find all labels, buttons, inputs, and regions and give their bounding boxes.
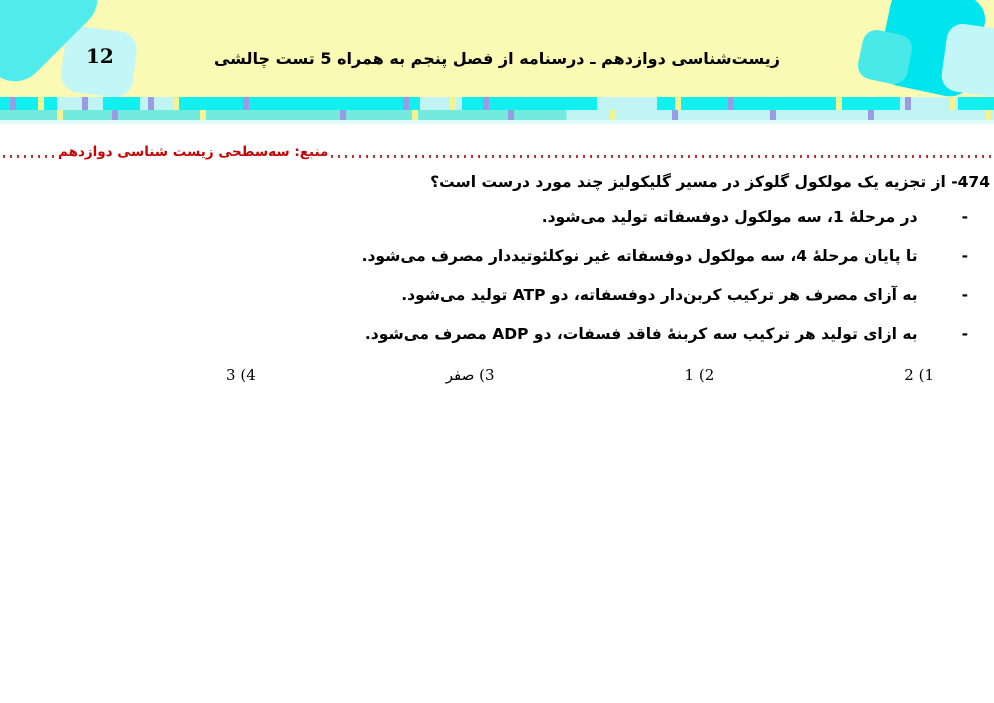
option-1: 1) 2 [904, 366, 934, 384]
statement-list [0, 207, 994, 345]
statement-text: تا پایان مرحلهٔ 4، سه مولکول دوفسفاته غیر نوکلئوتیددار مصرف می‌شود. [361, 247, 918, 265]
statement-item-3 [0, 285, 968, 306]
statement-text: به آزای مصرف هر ترکیب کربن‌دار دوفسفاته، دو ATP تولید می‌شود. [401, 286, 918, 304]
statement-item-4 [0, 324, 968, 345]
question-text: 474- از تجزیه یک مولکول گلوکز در مسیر گلیکولیز چند مورد درست است؟ [430, 173, 990, 191]
option-4: 4) 3 [226, 366, 256, 384]
page-header [0, 0, 994, 97]
bullet-dash: - [961, 325, 968, 343]
statement-item-1 [0, 207, 968, 228]
decor-band-row-top [0, 97, 994, 110]
header-title: زیست‌شناسی دوازدهم ـ درسنامه از فصل پنجم به همراه 5 تست چالشی [213, 49, 781, 68]
decor-band-row-bottom [0, 110, 994, 120]
statement-text: در مرحلهٔ 1، سه مولکول دوفسفاته تولید می‌شود. [541, 208, 918, 226]
statement-item-2 [0, 246, 968, 267]
page-content [0, 143, 994, 384]
bullet-dash: - [961, 247, 968, 265]
bullet-dash: - [961, 286, 968, 304]
dotted-leader-right [331, 155, 991, 158]
option-2: 2) 1 [684, 366, 715, 384]
page-number: 12 [86, 44, 114, 68]
bullet-dash: - [961, 208, 968, 226]
options-row [226, 366, 934, 384]
source-line [3, 143, 991, 161]
decor-mosaic-band [0, 97, 994, 124]
decor-band-row-fade [0, 120, 994, 124]
option-3: 3) صفر [445, 366, 495, 384]
statement-text: به ازای تولید هر ترکیب سه کربنهٔ فاقد فسفات، دو ADP مصرف می‌شود. [364, 325, 918, 343]
dotted-leader-left [3, 155, 55, 158]
source-label: منبع: سه‌سطحی زیست شناسی دوازدهم [58, 144, 329, 160]
